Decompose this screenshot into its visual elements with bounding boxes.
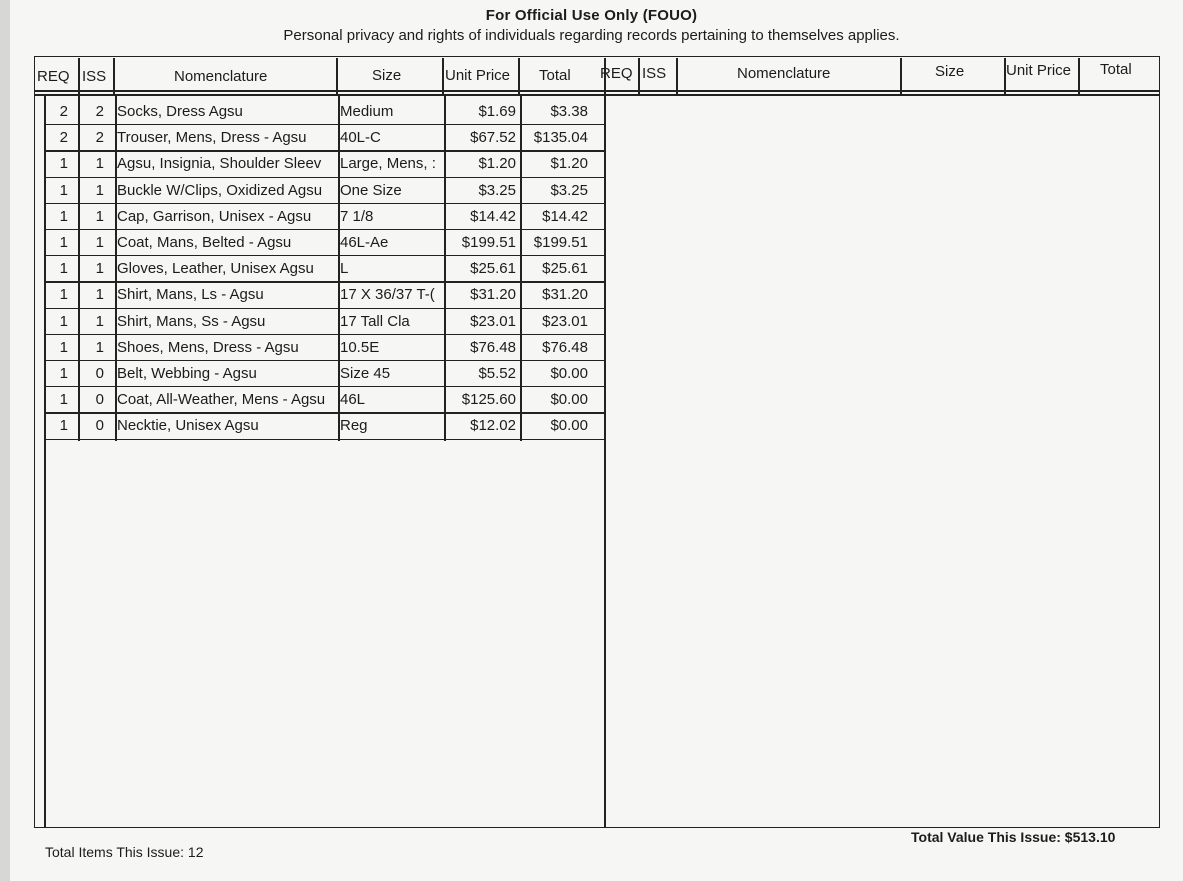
cell-req: 1 [59,338,68,356]
center-divider [604,58,606,828]
cell-unit-price: $25.61 [470,260,516,278]
cell-iss: 2 [95,129,104,147]
cell-req: 1 [59,391,68,409]
cell-unit-price: $23.01 [470,312,516,330]
cell-req: 1 [59,365,68,382]
cell-req: 1 [59,417,68,435]
col-header-req-right: REQ [600,65,633,82]
cell-unit-price: $199.51 [461,234,516,251]
cell-nomenclature: Shirt, Mans, Ls - Agsu [117,286,264,304]
cell-req: 2 [59,103,68,120]
row-rule [44,203,604,204]
cell-iss: 2 [95,103,104,120]
cell-size: 40L-C [340,129,381,147]
col-header-size-right: Size [935,63,965,80]
cell-nomenclature: Trouser, Mens, Dress - Agsu [117,129,307,147]
cell-size: Medium [340,103,394,120]
cell-iss: 1 [95,260,104,278]
col-header-total: Total [539,67,571,84]
cell-unit-price: $3.25 [478,181,516,199]
cell-iss: 0 [95,391,104,409]
cell-total: $76.48 [542,338,588,356]
total-items-label: Total Items This Issue: [45,844,185,860]
cell-size: 10.5E [340,338,380,356]
col-sep [113,58,115,96]
row-rule [44,334,604,335]
cell-total: $3.25 [550,181,588,199]
cell-req: 1 [59,234,68,251]
cell-iss: 1 [95,207,104,225]
col-header-unit-price: Unit Price [445,67,511,84]
cell-total: $14.42 [542,207,588,225]
col-sep [518,58,520,96]
row-rule [44,386,604,387]
col-header-total-right: Total [1100,61,1132,78]
total-items [45,844,203,860]
cell-nomenclature: Belt, Webbing - Agsu [117,365,257,382]
cell-iss: 0 [95,365,104,382]
cell-total: $1.20 [550,155,588,173]
cell-nomenclature: Cap, Garrison, Unisex - Agsu [117,207,312,225]
cell-total: $199.51 [533,234,588,251]
total-value-value: $513.10 [1064,829,1116,845]
col-header-iss: ISS [82,68,107,85]
col-sep [676,58,678,96]
cell-size: 17 X 36/37 T-( [340,286,435,304]
cell-nomenclature: Coat, All-Weather, Mens - Agsu [117,391,326,409]
cell-size: 46L [340,391,366,409]
cell-req: 1 [59,312,68,330]
row-rule [44,229,604,230]
cell-nomenclature: Buckle W/Clips, Oxidized Agsu [117,181,323,199]
cell-iss: 1 [95,286,104,304]
header-rule [34,90,1160,92]
cell-iss: 1 [95,312,104,330]
cell-iss: 0 [95,417,104,435]
cell-nomenclature: Gloves, Leather, Unisex Agsu [117,260,314,278]
total-value [911,829,1115,845]
document-title: For Official Use Only (FOUO) [485,7,698,24]
cell-total: $0.00 [550,365,588,382]
privacy-notice: Personal privacy and rights of individuals regarding records pertaining to themselves applies. [283,27,900,44]
col-header-nomenclature-right: Nomenclature [737,65,831,82]
cell-nomenclature: Shirt, Mans, Ss - Agsu [117,312,266,330]
cell-total: $0.00 [550,417,588,435]
col-header-size: Size [372,67,402,84]
cell-unit-price: $5.52 [478,365,516,382]
cell-unit-price: $125.60 [461,391,516,409]
cell-size: One Size [340,181,402,199]
header-rule-double [34,94,1160,96]
col-sep [78,58,80,96]
cell-nomenclature: Shoes, Mens, Dress - Agsu [117,338,299,356]
cell-size: Size 45 [340,365,391,382]
col-header-req: REQ [37,68,70,85]
cell-iss: 1 [95,181,104,199]
cell-unit-price: $31.20 [470,286,516,304]
row-rule [44,177,604,178]
cell-iss: 1 [95,338,104,356]
cell-size: 46L-Ae [340,234,389,251]
col-header-nomenclature: Nomenclature [174,68,268,85]
row-rule [44,150,604,151]
cell-req: 1 [59,181,68,199]
col-sep [336,58,338,96]
cell-size: 7 1/8 [340,207,374,225]
cell-total: $23.01 [542,312,588,330]
cell-nomenclature: Agsu, Insignia, Shoulder Sleev [117,155,322,173]
cell-size: L [340,260,349,278]
cell-unit-price: $1.69 [478,103,516,120]
cell-iss: 1 [95,155,104,173]
cell-req: 1 [59,286,68,304]
row-rule [44,124,604,125]
cell-size: 17 Tall Cla [340,312,410,330]
cell-req: 1 [59,155,68,173]
row-rule [44,439,604,440]
row-rule [44,255,604,256]
cell-total: $31.20 [542,286,588,304]
cell-req: 1 [59,260,68,278]
cell-total: $135.04 [533,129,588,147]
cell-total: $25.61 [542,260,588,278]
col-sep [442,58,444,96]
cell-unit-price: $12.02 [470,417,516,435]
row-rule [44,360,604,361]
cell-req: 1 [59,207,68,225]
cell-unit-price: $14.42 [470,207,516,225]
row-rule [44,412,604,413]
cell-unit-price: $67.52 [470,129,516,147]
cell-unit-price: $1.20 [478,155,516,173]
total-items-value: 12 [187,844,204,860]
cell-unit-price: $76.48 [470,338,516,356]
cell-total: $0.00 [550,391,588,409]
cell-size: Large, Mens, : [340,155,436,173]
cell-size: Reg [340,417,368,435]
col-sep [900,58,902,96]
cell-nomenclature: Socks, Dress Agsu [117,103,243,120]
total-value-label: Total Value This Issue: [911,829,1061,845]
col-header-iss-right: ISS [642,65,667,82]
margin-line [44,440,46,828]
cell-iss: 1 [95,234,104,251]
cell-nomenclature: Coat, Mans, Belted - Agsu [117,234,292,251]
row-rule [44,281,604,282]
cell-total: $3.38 [550,103,588,120]
col-sep [638,58,640,96]
cell-nomenclature: Necktie, Unisex Agsu [117,417,259,435]
row-rule [44,308,604,309]
col-header-unit-price-right: Unit Price [1006,62,1072,79]
cell-req: 2 [59,129,68,147]
col-sep [1078,58,1080,96]
